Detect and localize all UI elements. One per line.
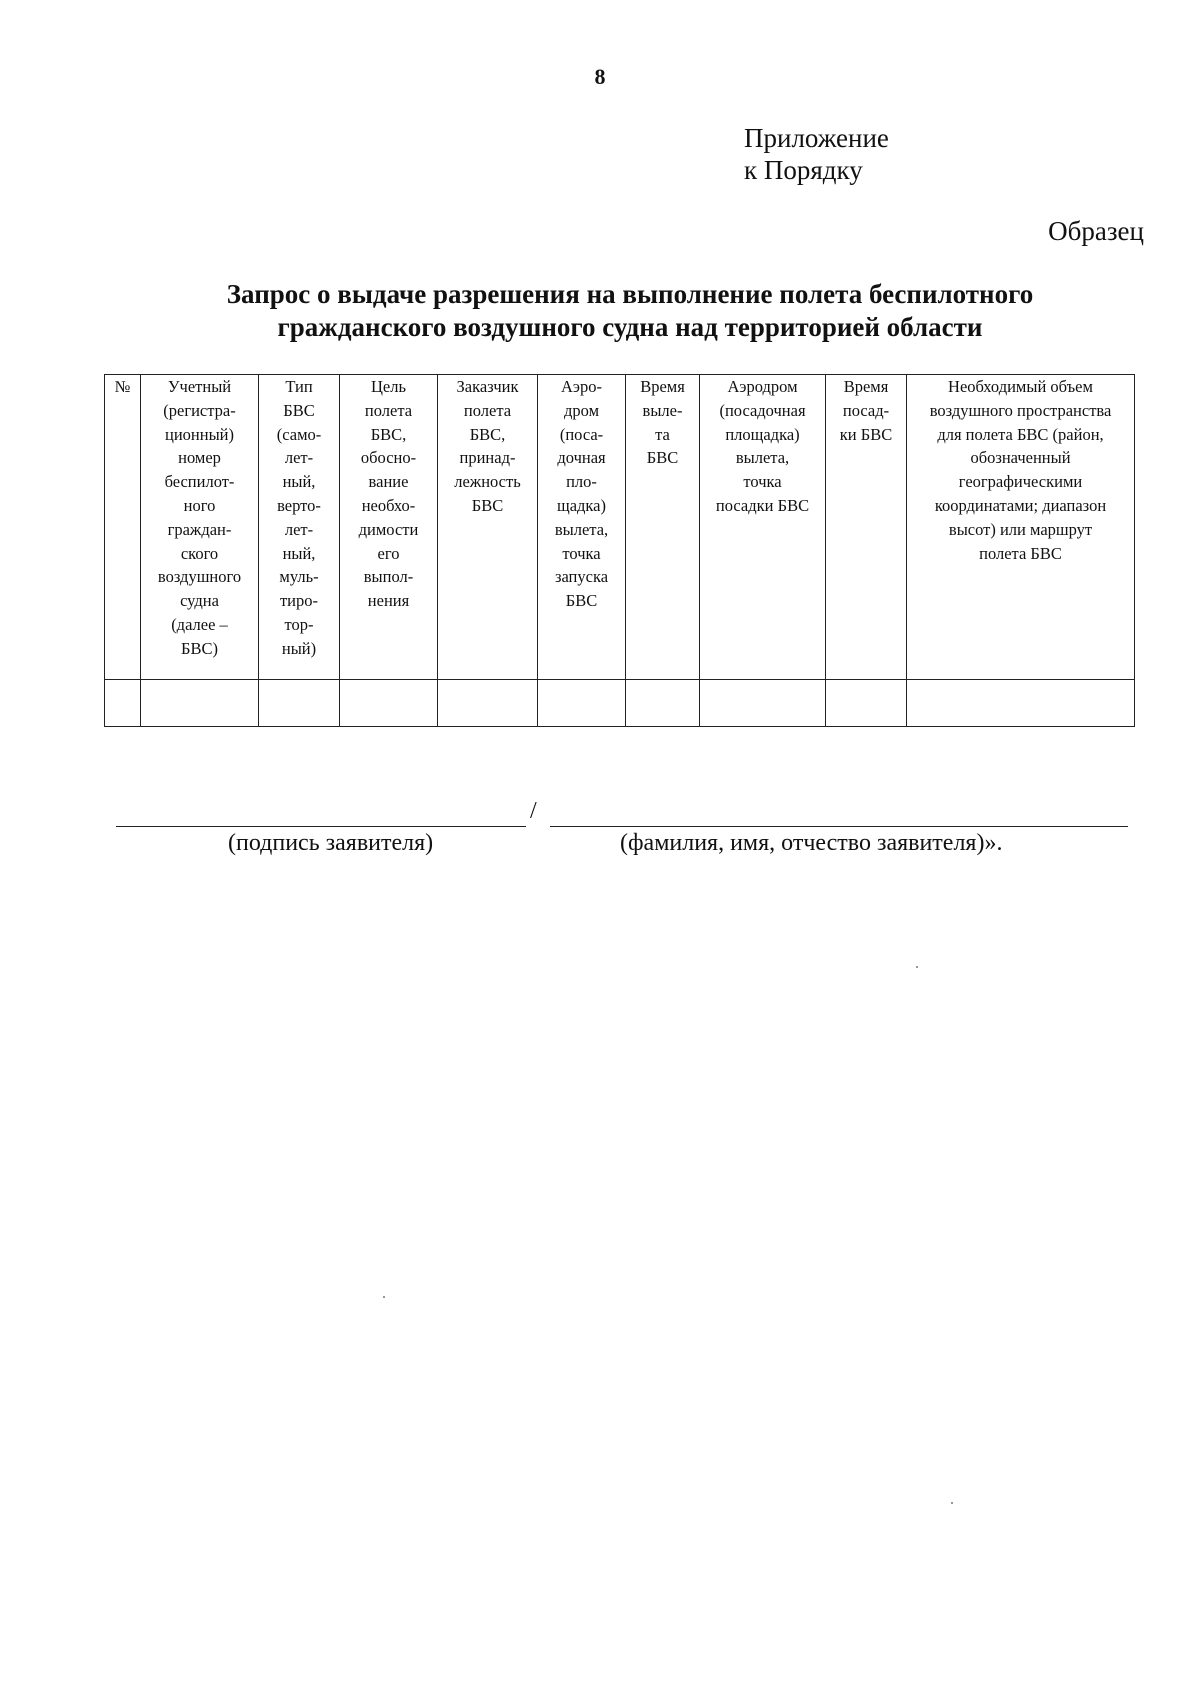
table-cell — [105, 680, 141, 727]
signature-caption: (подпись заявителя) — [228, 830, 434, 856]
col-header-departure-aerodrome: Аэро- дром (поса- дочная пло- щадка) вылета, точка запуска БВС — [538, 375, 626, 680]
appendix-label — [744, 122, 889, 186]
table-cell — [340, 680, 438, 727]
table-cell — [538, 680, 626, 727]
title-line-1: Запрос о выдаче разрешения на выполнение полета беспилотного — [226, 279, 1034, 309]
signature-line — [116, 826, 526, 827]
title-line-2: гражданского воздушного судна над территорией области — [277, 312, 983, 342]
scan-speck — [916, 966, 918, 968]
col-header-landing-time: Время посад- ки БВС — [826, 375, 907, 680]
table-cell — [626, 680, 700, 727]
col-header-landing-aerodrome: Аэродром (посадочная площадка) вылета, точка посадки БВС — [700, 375, 826, 680]
scan-speck — [383, 1296, 385, 1298]
full-name-line — [550, 826, 1128, 827]
col-header-airspace-route: Необходимый объем воздушного пространства для полета БВС (район, обозначенный географическими координатами; диапазон высот) или маршрут полета БВС — [907, 375, 1135, 680]
col-header-departure-time: Время выле- та БВС — [626, 375, 700, 680]
full-name-caption: (фамилия, имя, отчество заявителя)». — [620, 830, 1003, 856]
request-table — [104, 374, 1135, 727]
col-header-number: № — [105, 375, 141, 680]
table-cell — [907, 680, 1135, 727]
col-header-flight-purpose: Цель полета БВС, обосно- вание необхо- димости его выпол- нения — [340, 375, 438, 680]
table-cell — [826, 680, 907, 727]
table-cell — [438, 680, 538, 727]
appendix-line-2: к Порядку — [744, 155, 863, 185]
appendix-line-1: Приложение — [744, 123, 889, 153]
col-header-registration-number: Учетный (регистра- ционный) номер беспилот- ного граждан- ского воздушного судна (далее – БВС) — [141, 375, 259, 680]
sample-label: Образец — [1048, 216, 1144, 246]
col-header-customer: Заказчик полета БВС, принад- лежность БВС — [438, 375, 538, 680]
table-header-row — [105, 375, 1135, 680]
signature-separator: / — [530, 798, 537, 824]
scan-speck — [951, 1502, 953, 1504]
table-cell — [259, 680, 340, 727]
table-row — [105, 680, 1135, 727]
col-header-uav-type: Тип БВС (само- лет- ный, верто- лет- ный, муль- тиро- тор- ный) — [259, 375, 340, 680]
page-number: 8 — [594, 64, 606, 89]
table-cell — [141, 680, 259, 727]
table-cell — [700, 680, 826, 727]
document-title — [0, 278, 1200, 344]
